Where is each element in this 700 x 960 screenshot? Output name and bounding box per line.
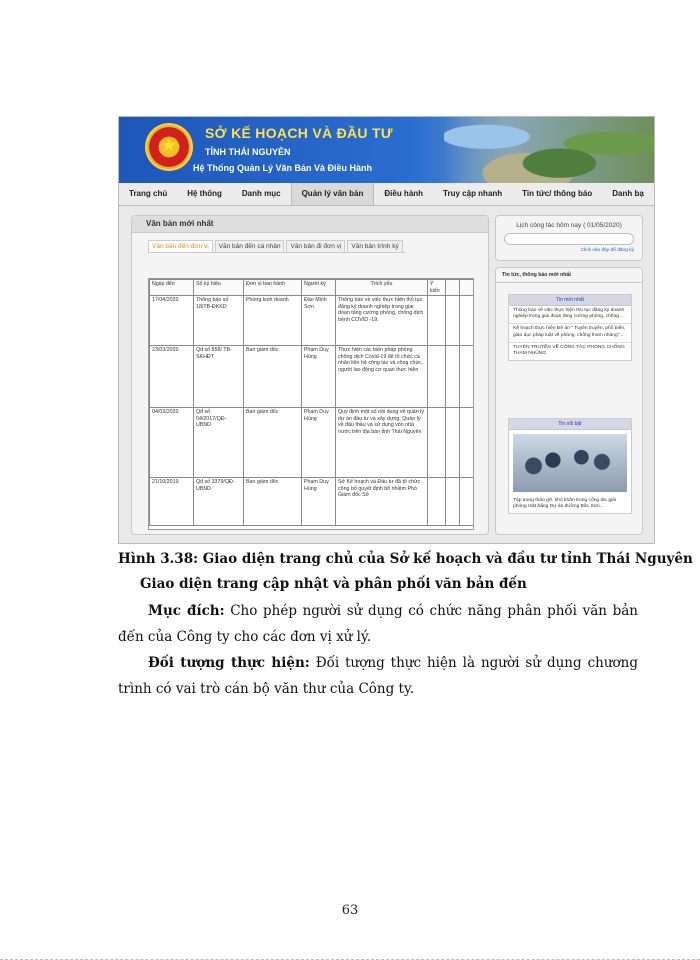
cell-signer: Đào Minh Sơn <box>302 296 336 346</box>
tab-for-signature[interactable]: Văn bản trình ký <box>347 240 402 252</box>
news-panel <box>495 267 643 535</box>
news-link[interactable]: TUYÊN TRUYỀN VỀ CÔNG TÁC PHÒNG CHỐNG THAM NHŨNG <box>513 344 625 357</box>
cell-summary: Sở Kế hoạch và Đầu tư đã tổ chức công bố quyết định bổ nhiệm Phó Giám đốc Sở <box>336 478 428 526</box>
actor-text: Đối tượng thực hiện là người sử dụng chương trình có vai trò cán bộ văn thư của Công ty. <box>118 655 638 697</box>
featured-news-title: Tin nổi bật <box>509 419 631 430</box>
latest-news-card <box>508 294 632 361</box>
table-row[interactable] <box>150 346 474 408</box>
featured-news-card <box>508 418 632 514</box>
tab-incoming-unit[interactable]: Văn bản đến đơn vị <box>148 240 213 252</box>
schedule-box <box>504 233 634 245</box>
featured-news-photo[interactable] <box>513 434 627 492</box>
nav-document-management[interactable]: Quản lý văn bản <box>291 183 375 205</box>
site-banner <box>119 117 654 183</box>
cell-summary: Thông báo về việc thực hiện thủ tục đăng ký doanh nghiệp trong giai đoạn tăng cường phòng, chống dịch bệnh COVID -19. <box>336 296 428 346</box>
nav-catalog[interactable]: Danh mục <box>241 189 281 198</box>
homepage-screenshot-figure <box>118 116 655 544</box>
nav-operations[interactable]: Điều hành <box>384 189 424 198</box>
purpose-paragraph <box>118 598 638 650</box>
tab-outgoing-unit[interactable]: Văn bản đi đơn vị <box>286 240 345 252</box>
nav-home[interactable]: Trang chủ <box>129 189 168 198</box>
table-header-row <box>150 280 474 296</box>
main-navbar <box>119 183 654 206</box>
nav-news[interactable]: Tin tức/ thông báo <box>522 189 593 198</box>
table-row[interactable] <box>150 408 474 478</box>
panel-title: Văn bản mới nhất <box>132 216 488 233</box>
banner-system-name: Hệ Thống Quản Lý Văn Bản Và Điều Hành <box>193 163 373 173</box>
cell-unit: Ban giám đốc <box>244 408 302 478</box>
actor-label: Đối tượng thực hiện: <box>148 655 310 671</box>
cell-comment <box>428 296 446 346</box>
nav-system[interactable]: Hệ thống <box>187 189 222 198</box>
column-header-empty <box>460 280 474 296</box>
schedule-panel <box>495 215 643 261</box>
banner-title: SỞ KẾ HOẠCH VÀ ĐẦU TƯ <box>205 125 393 141</box>
cell-date: 17/04/2020 <box>150 296 194 346</box>
column-header: Ý kiến <box>428 280 446 296</box>
column-header: Đơn vị ban hành <box>244 280 302 296</box>
banner-subtitle: TỈNH THÁI NGUYÊN <box>205 147 291 157</box>
schedule-register-link[interactable]: Click vào đây để đăng ký <box>580 248 634 253</box>
cell-code: Qđ số 3379/QĐ-UBND <box>194 478 244 526</box>
tab-incoming-personal[interactable]: Văn bản đến cá nhân <box>215 240 285 252</box>
column-header: Người ký <box>302 280 336 296</box>
cell-comment <box>428 478 446 526</box>
cell-code: Qđ số 04/2017/QĐ-UBND <box>194 408 244 478</box>
cell-date: 21/10/2019 <box>150 478 194 526</box>
cell-code: Qđ số 558/ TB-SKHĐT <box>194 346 244 408</box>
actor-paragraph <box>118 650 638 702</box>
cell-signer: Phạm Duy Hùng <box>302 408 336 478</box>
purpose-text: Cho phép người sử dụng có chức năng phân phối văn bản đến của Công ty cho các đơn vị xử lý. <box>118 603 639 645</box>
cell-code: Thông báo số 18/TB-ĐKKD <box>194 296 244 346</box>
document-tabs <box>148 240 405 253</box>
column-header-empty <box>446 280 460 296</box>
documents-table-container <box>148 278 474 530</box>
column-header: Ngày đến <box>150 280 194 296</box>
section-subheading: Giao diện trang cập nhật và phân phối văn bản đến <box>140 576 527 592</box>
table-row[interactable] <box>150 478 474 526</box>
cell-summary: Quy định một số nội dung về quản lý dự án đầu tư và xây dựng; Quản lý về đấu thầu và sử dụng vốn nhà nước trên địa bàn tỉnh Thái Nguyên <box>336 408 428 478</box>
cell-unit: Phòng kinh doanh <box>244 296 302 346</box>
cell-signer: Phạm Duy Hùng <box>302 346 336 408</box>
nav-quick-access[interactable]: Truy cập nhanh <box>443 189 503 198</box>
news-link[interactable]: Thông báo về việc thực hiện thủ tục đăng ký doanh nghiệp trong giai đoạn tăng cường phòng, chống... <box>509 306 631 324</box>
documents-table <box>149 279 474 526</box>
featured-news-caption[interactable]: Tập trung tháo gỡ, khó khăn trong công tác giải phóng mặt bằng Dự án đường Bắc Sơn... <box>513 498 616 510</box>
column-header: Trích yếu <box>336 280 428 296</box>
news-link[interactable]: Kế hoạch thực hiện Đề án " Tuyên truyền, phổ biến, giáo dục pháp luật về phòng, chống tham nhũng"... <box>509 324 631 342</box>
nav-directory[interactable]: Danh bạ <box>612 189 644 198</box>
cell-unit: Ban giám đốc <box>244 346 302 408</box>
figure-caption: Hình 3.38: Giao diện trang chủ của Sở kế hoạch và đầu tư tỉnh Thái Nguyên <box>118 551 693 567</box>
purpose-label: Mục đích: <box>148 603 225 619</box>
cell-comment <box>428 408 446 478</box>
cell-date: 04/03/2020 <box>150 408 194 478</box>
cell-date: 23/03/2020 <box>150 346 194 408</box>
column-header: Số ký hiệu <box>194 280 244 296</box>
news-header: Tin tức, thông báo mới nhất <box>496 268 642 283</box>
cell-unit: Ban giám đốc <box>244 478 302 526</box>
table-row[interactable] <box>150 296 474 346</box>
page-number: 63 <box>341 903 359 918</box>
cell-summary: Thực hiện các biện pháp phòng chống dịch Covid-19 để tổ chức cá nhân liên hệ công tác và công chức, người lao động cơ quan thực hiện <box>336 346 428 408</box>
latest-news-title: Tin mới nhất <box>509 295 631 306</box>
cell-comment <box>428 346 446 408</box>
cell-signer: Phạm Duy Hùng <box>302 478 336 526</box>
latest-documents-panel <box>131 215 489 535</box>
national-emblem-icon: ★ <box>145 123 193 171</box>
schedule-title: Lịch công tác hôm nay ( 01/05/2020) <box>516 222 622 229</box>
city-photo <box>444 117 654 183</box>
